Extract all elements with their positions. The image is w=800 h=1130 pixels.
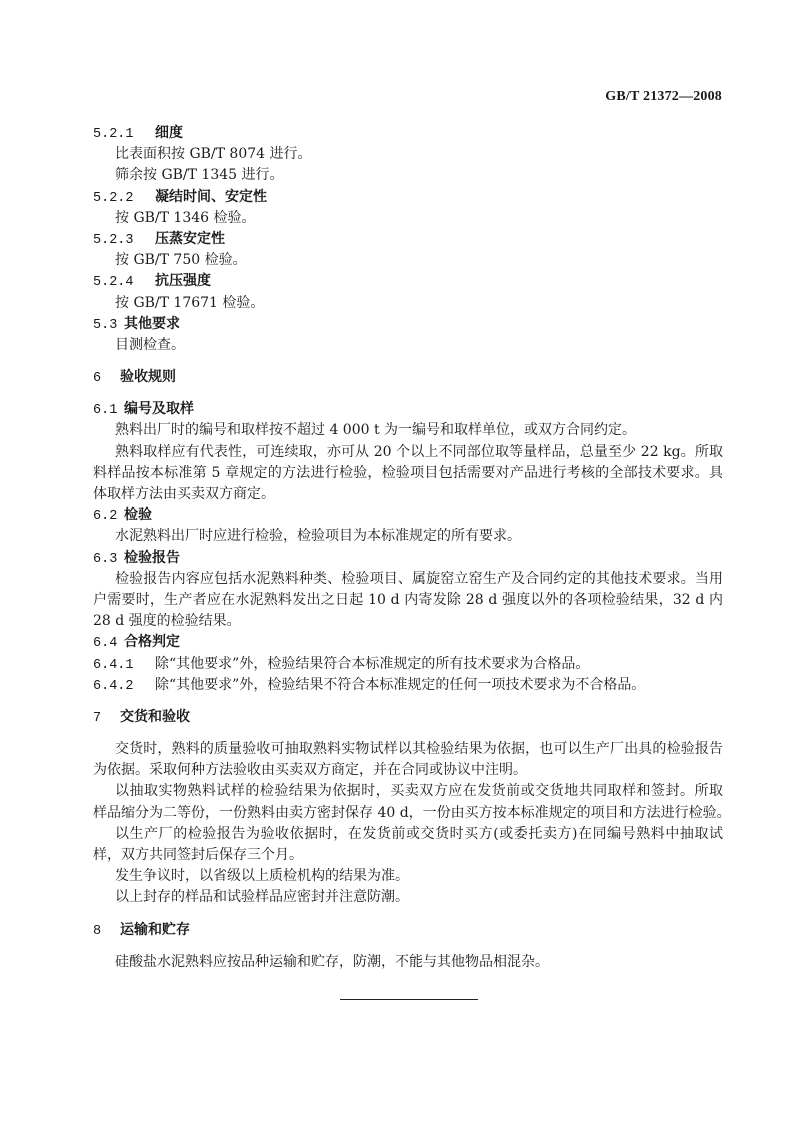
paragraph-line: 水泥熟料出厂时应进行检验，检验项目为本标准规定的所有要求。 (115, 528, 521, 545)
paragraph-line: 比表面积按 GB/T 8074 进行。 (115, 146, 312, 163)
paragraph-line: 以上封存的样品和试验样品应密封并注意防潮。 (115, 889, 409, 906)
paragraph (93, 442, 723, 506)
subsection-heading (93, 675, 723, 696)
section-number: 5.2.4 (93, 275, 134, 291)
paragraph (93, 165, 723, 186)
paragraph (93, 208, 723, 229)
subsection-heading (93, 271, 723, 292)
section-number: 7 (93, 710, 102, 726)
paragraph-line: 28 d 强度的检验结果。 (93, 613, 241, 630)
section-number: 6.3 (93, 551, 118, 567)
subsection-heading (93, 548, 723, 569)
paragraph (93, 739, 723, 781)
paragraph (93, 569, 723, 633)
subsection-heading (93, 654, 723, 675)
subsection-heading (93, 399, 723, 420)
document-body (93, 123, 731, 973)
paragraph (93, 781, 731, 823)
paragraph (93, 952, 723, 973)
paragraph (93, 293, 723, 314)
paragraph (93, 420, 723, 441)
paragraph-line: 户需要时，生产者应在水泥熟料发出之日起 10 d 内寄发除 28 d 强度以外的各项检验结果，32 d 内 (93, 591, 723, 608)
section-number: 5.2.1 (93, 127, 134, 142)
subsection-heading (93, 123, 723, 144)
paragraph (93, 335, 723, 356)
subsection-heading (93, 314, 723, 335)
paragraph-line: 样品缩分为二等份，一份熟料由卖方密封保存 40 d，一份由买方按本标准规定的项目和方法进行检验。 (93, 804, 731, 821)
section-heading (93, 707, 723, 728)
paragraph-line: 目测检查。 (115, 336, 185, 353)
section-number: 6 (93, 371, 102, 387)
subsection-heading (93, 505, 723, 526)
section-number: 6.4 (93, 636, 118, 652)
section-title: 其他要求 (124, 315, 180, 332)
clause-text: 除“其他要求”外，检验结果符合本标准规定的所有技术要求为合格品。 (155, 655, 590, 672)
paragraph-line: 以抽取实物熟料试样的检验结果为依据时，买卖双方应在发货前或交货地共同取样和签封。所取 (115, 783, 723, 800)
subsection-heading (93, 229, 723, 250)
section-title: 合格判定 (124, 634, 180, 651)
paragraph-line: 按 GB/T 1346 检验。 (115, 209, 256, 226)
paragraph-line: 发生争议时，以省级以上质检机构的结果为准。 (115, 868, 409, 885)
paragraph-line: 样，双方共同签封后保存三个月。 (93, 847, 303, 863)
standard-code-header: GB/T 21372—2008 (605, 89, 722, 104)
section-title: 编号及取样 (124, 401, 194, 418)
end-of-document-rule (340, 999, 478, 1000)
section-number: 5.2.3 (93, 232, 134, 248)
paragraph-line: 筛余按 GB/T 1345 进行。 (115, 167, 284, 184)
section-title: 抗压强度 (155, 273, 211, 290)
section-title: 验收规则 (120, 369, 176, 386)
section-number: 6.4.2 (93, 678, 134, 694)
paragraph (93, 250, 723, 271)
section-number: 5.3 (93, 317, 118, 333)
section-number: 8 (93, 923, 102, 939)
section-title: 运输和贮存 (120, 921, 190, 938)
paragraph-line: 检验报告内容应包括水泥熟料种类、检验项目、属旋窑立窑生产及合同约定的其他技术要求。当用 (115, 570, 723, 587)
paragraph-line: 为依据。采取何种方法验收由买卖双方商定，并在合同或协议中注明。 (93, 762, 527, 779)
section-title: 交货和验收 (120, 708, 190, 725)
section-title: 压蒸安定性 (155, 230, 225, 247)
paragraph (93, 824, 723, 866)
paragraph-line: 硅酸盐水泥熟料应按品种运输和贮存，防潮，不能与其他物品相混杂。 (115, 953, 549, 970)
paragraph-line: 体取样方法由买卖双方商定。 (93, 486, 275, 502)
section-title: 细度 (155, 125, 183, 141)
section-number: 6.4.1 (93, 657, 134, 673)
paragraph (93, 887, 723, 908)
section-title: 凝结时间、安定性 (155, 188, 267, 205)
section-heading (93, 920, 723, 941)
section-heading (93, 367, 723, 388)
section-number: 6.1 (93, 403, 118, 419)
paragraph-line: 以生产厂的检验报告为验收依据时，在发货前或交货时买方(或委托卖方)在同编号熟料中抽取试 (115, 825, 723, 842)
paragraph (93, 144, 723, 165)
section-title: 检验报告 (124, 549, 180, 566)
subsection-heading (93, 632, 723, 653)
paragraph (93, 866, 723, 887)
paragraph-line: 熟料取样应有代表性，可连续取，亦可从 20 个以上不同部位取等量样品，总量至少 22 kg。所取 (115, 443, 723, 460)
paragraph (93, 526, 723, 547)
paragraph-line: 熟料出厂时的编号和取样按不超过 4 000 t 为一编号和取样单位，或双方合同约定。 (115, 422, 637, 439)
paragraph-line: 按 GB/T 17671 检验。 (115, 294, 265, 311)
clause-text: 除“其他要求”外，检验结果不符合本标准规定的任何一项技术要求为不合格品。 (155, 676, 646, 693)
paragraph-line: 料样品按本标准第 5 章规定的方法进行检验，检验项目包括需要对产品进行考核的全部技术要求。具 (93, 464, 723, 481)
paragraph-line: 按 GB/T 750 检验。 (115, 252, 247, 269)
section-number: 5.2.2 (93, 190, 134, 206)
section-number: 6.2 (93, 509, 118, 525)
subsection-heading (93, 187, 723, 208)
section-title: 检验 (124, 507, 152, 524)
paragraph-line: 交货时，熟料的质量验收可抽取熟料实物试样以其检验结果为依据，也可以生产厂出具的检验报告 (115, 741, 723, 758)
